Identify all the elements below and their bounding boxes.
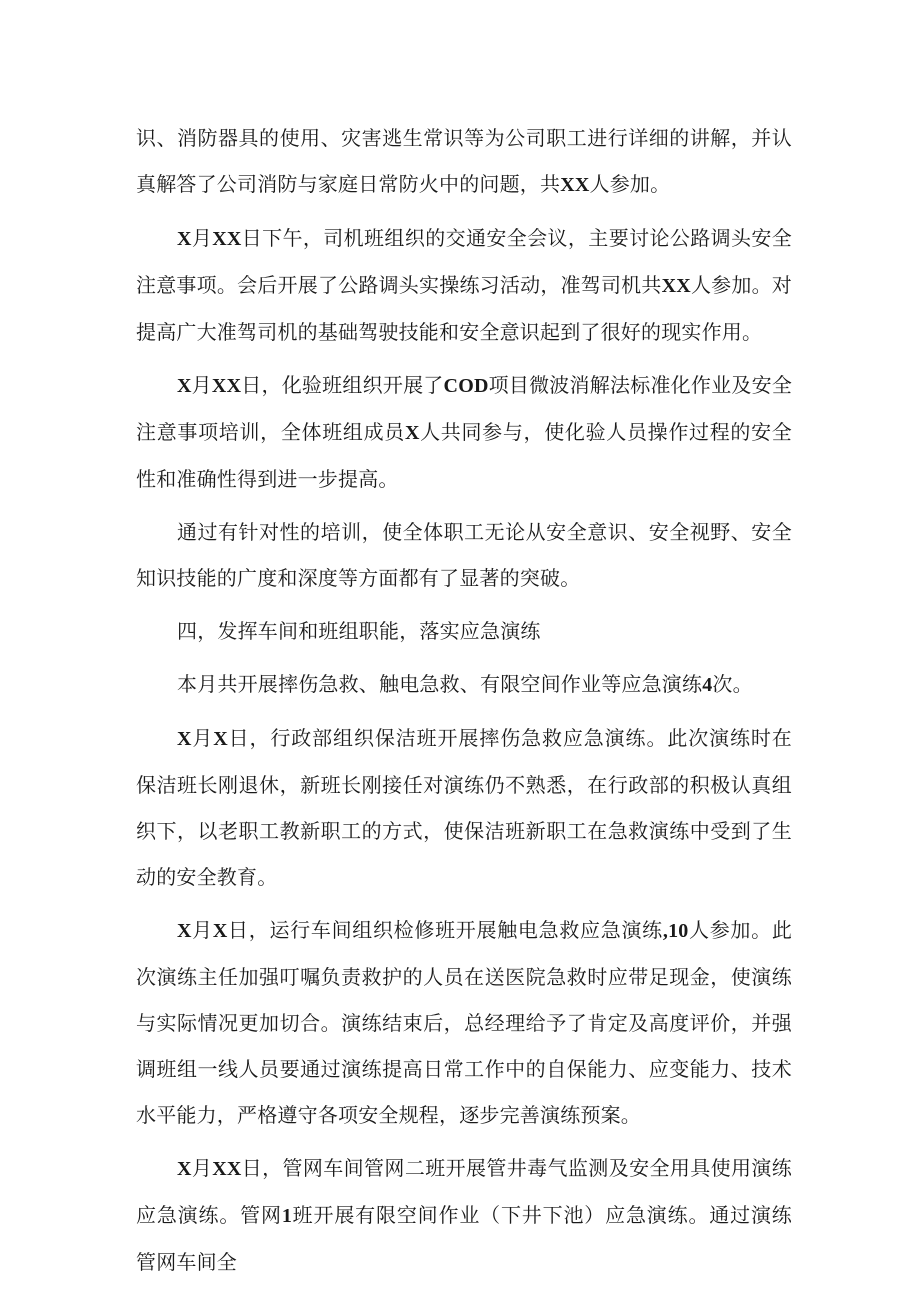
text-run: 本月共开展摔伤急救、触电急救、有限空间作业等应急演练	[177, 672, 703, 696]
text-run: X	[177, 920, 192, 942]
text-run: 班开展有限空间作业（下井下池）应急演练。通过演练管网车间全	[136, 1203, 792, 1274]
text-run: 月	[191, 373, 212, 397]
paragraph-training-summary	[136, 509, 792, 601]
text-run: 月	[191, 918, 213, 942]
text-run: XX	[212, 228, 242, 250]
text-run: 人参加。对提高广大准驾司机的基础驾驶技能和安全意识起到了很好的现实作用。	[136, 273, 793, 344]
paragraph-driver-traffic-meeting	[136, 215, 792, 355]
text-run: XX	[661, 275, 691, 297]
paragraph-pipe-network-drill	[136, 1145, 792, 1285]
text-run: 人参加。此次演练主任加强叮嘱负责救护的人员在送医院急救时应带足现金，使演练与实际情况更加切合。演练结束后，总经理给予了肯定及高度评价，并强调班组一线人员要通过演练提高日常工作中的自保能力、应变能力、技术水平能力，严格遵守各项安全规程，逐步完善演练预案。	[136, 918, 793, 1127]
paragraph-electric-shock-drill	[136, 907, 792, 1138]
text-run: 日，化验班组织开展了	[241, 373, 444, 397]
text-run: COD	[443, 375, 489, 397]
text-run: 月	[191, 1156, 213, 1180]
text-run: X	[404, 422, 420, 444]
text-run: 日下午，司机班组织的交通安全会议，主要讨论公路调头安全注意事项。会后开展了公路调头实操练习活动，准驾司机共	[136, 226, 792, 297]
text-run: 四，发挥车间和班组职能，落实应急演练	[177, 619, 541, 643]
text-run: 日，行政部组织保洁班开展摔伤急救应急演练。此次演练时在保洁班长刚退休，新班长刚接任对演练仍不熟悉，在行政部的积极认真组织下，以老职工教新职工的方式，使保洁班新职工在急救演练中受到了生动的安全教育。	[136, 726, 792, 889]
text-run: 日，管网车间管网二班开展管井毒气监测及安全用具使用演练应急演练。管网	[136, 1156, 792, 1227]
text-run: 月	[191, 226, 213, 250]
text-run: X	[213, 728, 228, 750]
document-body	[136, 115, 792, 1285]
text-run: 4	[702, 674, 713, 696]
paragraph-fire-safety-training	[136, 115, 792, 208]
section-heading-emergency-drills	[136, 608, 792, 654]
text-run: 1	[281, 1205, 293, 1227]
text-run: X	[177, 375, 192, 397]
text-run: 月	[191, 726, 214, 750]
text-run: 通过有针对性的培训，使全体职工无论从安全意识、安全视野、安全知识技能的广度和深度等方面都有了显著的突破。	[136, 520, 792, 590]
text-run: 次。	[712, 672, 753, 696]
text-run: X	[177, 728, 192, 750]
paragraph-drill-count	[136, 661, 792, 708]
text-run: X	[177, 1158, 192, 1180]
paragraph-cleaning-team-drill	[136, 715, 792, 900]
text-run: 项目微波消解法标准化作业及安全注意事项培训，全体班组成员	[136, 373, 793, 444]
text-run: X	[177, 228, 192, 250]
text-run: 识、消防器具的使用、灾害逃生常识等为公司职工进行详细的讲解，并认真解答了公司消防与家庭日常防火中的问题，共	[136, 126, 792, 196]
text-run: ,10	[662, 920, 689, 942]
text-run: XX	[211, 375, 242, 397]
text-run: 日，运行车间组织检修班开展触电急救应急演练	[227, 918, 663, 942]
text-run: 人参加。	[589, 172, 671, 196]
text-run: XX	[212, 1158, 242, 1180]
text-run: XX	[560, 174, 590, 196]
text-run: X	[212, 920, 228, 942]
text-run: 人共同参与，使化验人员操作过程的安全性和准确性得到进一步提高。	[136, 420, 792, 491]
paragraph-lab-cod-training	[136, 362, 792, 502]
